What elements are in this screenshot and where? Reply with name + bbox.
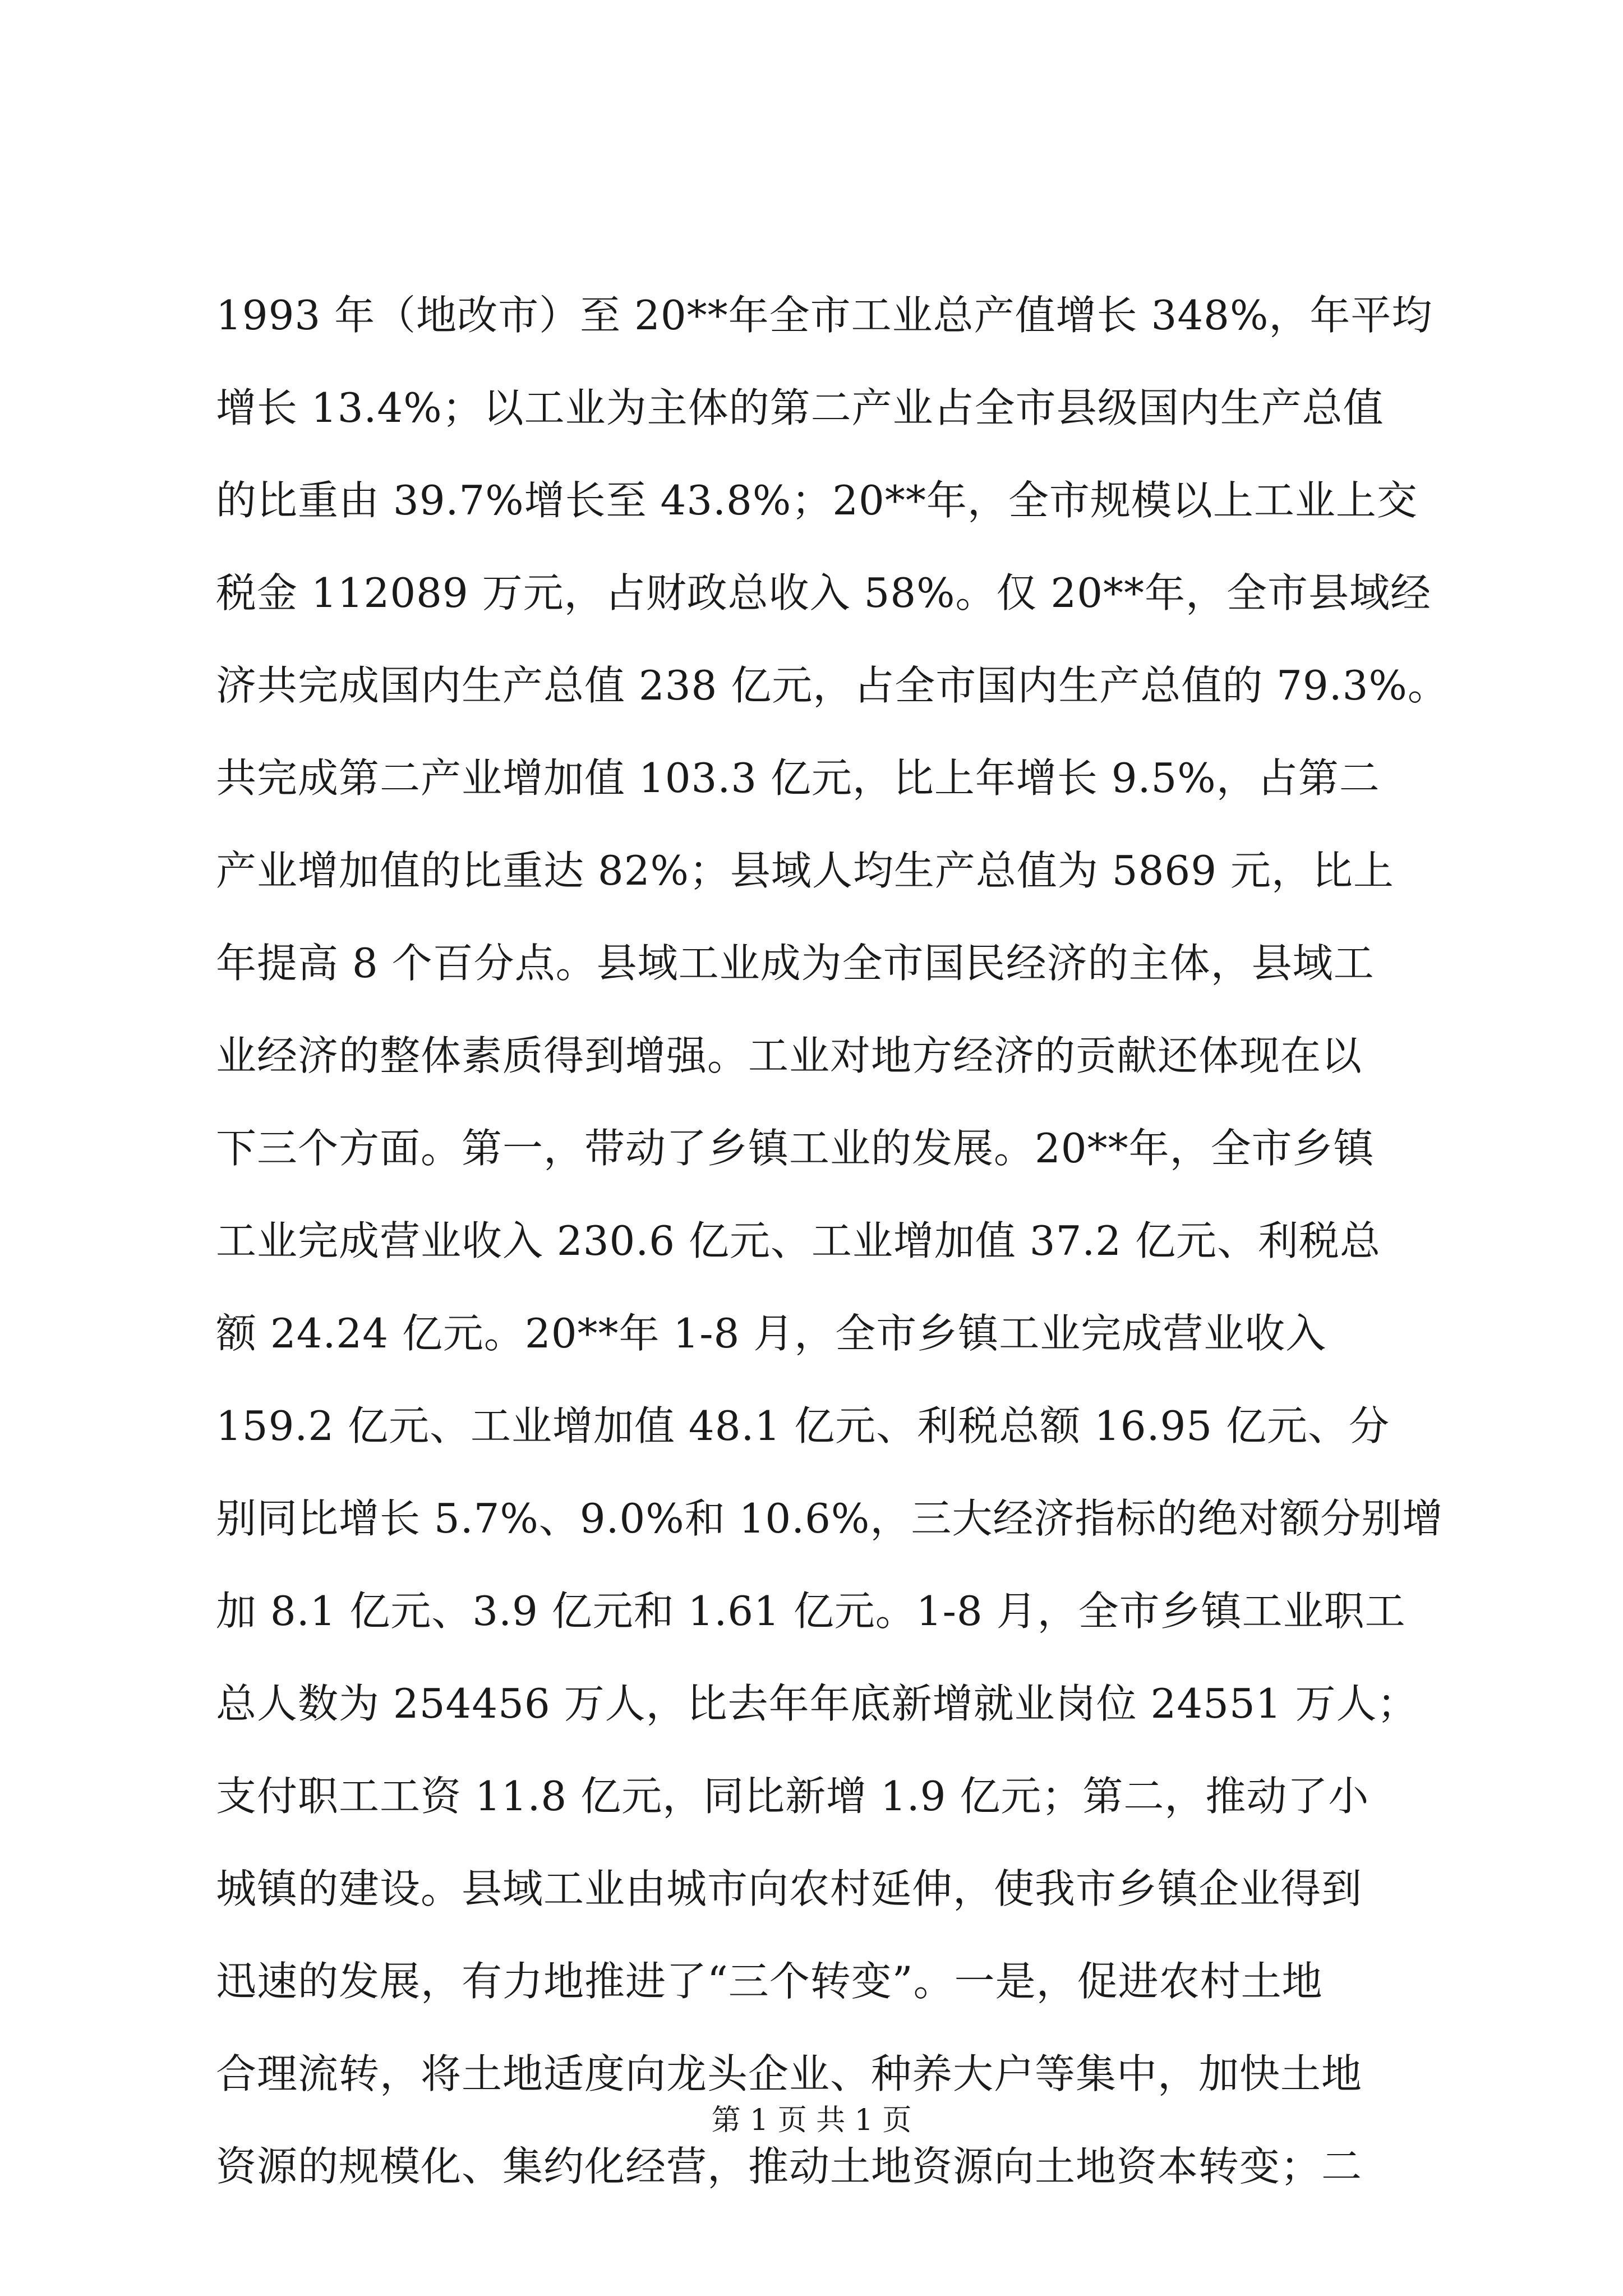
text-line: 共完成第二产业增加值 103.3 亿元，比上年增长 9.5%，占第二	[216, 754, 1380, 802]
text-line: 159.2 亿元、工业增加值 48.1 亿元、利税总额 16.95 亿元、分	[216, 1402, 1390, 1450]
text-line: 增长 13.4%；以工业为主体的第二产业占全市县级国内生产总值	[216, 384, 1384, 431]
text-line: 加 8.1 亿元、3.9 亿元和 1.61 亿元。1-8 月，全市乡镇工业职工	[216, 1588, 1406, 1635]
text-line: 济共完成国内生产总值 238 亿元，占全市国内生产总值的 79.3%。	[216, 662, 1449, 709]
text-line: 的比重由 39.7%增长至 43.8%；20**年，全市规模以上工业上交	[216, 477, 1418, 524]
text-line: 迅速的发展，有力地推进了“三个转变”。一是，促进农村土地	[216, 1958, 1323, 2005]
text-line: 合理流转，将土地适度向龙头企业、种养大户等集中，加快土地	[216, 2050, 1363, 2097]
text-line: 工业完成营业收入 230.6 亿元、工业增加值 37.2 亿元、利税总	[216, 1217, 1381, 1264]
text-line: 业经济的整体素质得到增强。工业对地方经济的贡献还体现在以	[216, 1032, 1363, 1079]
text-line: 1993 年（地改市）至 20**年全市工业总产值增长 348%，年平均	[216, 292, 1433, 339]
text-line: 别同比增长 5.7%、9.0%和 10.6%，三大经济指标的绝对额分别增	[216, 1495, 1444, 1542]
text-line: 税金 112089 万元，占财政总收入 58%。仅 20**年，全市县域经	[216, 569, 1432, 616]
text-line: 产业增加值的比重达 82%；县域人均生产总值为 5869 元，比上	[216, 847, 1394, 894]
page-footer	[0, 2098, 1623, 2143]
text-line: 总人数为 254456 万人，比去年年底新增就业岗位 24551 万人；	[216, 1680, 1418, 1727]
text-line: 下三个方面。第一，带动了乡镇工业的发展。20**年，全市乡镇	[216, 1125, 1375, 1172]
body-paragraph	[216, 269, 1449, 2213]
text-line: 资源的规模化、集约化经营，推动土地资源向土地资本转变；二	[216, 2143, 1363, 2190]
page-number-label: 第 1 页 共 1 页	[711, 2104, 912, 2137]
text-line: 额 24.24 亿元。20**年 1-8 月，全市乡镇工业完成营业收入	[216, 1310, 1327, 1357]
text-line: 城镇的建设。县域工业由城市向农村延伸，使我市乡镇企业得到	[216, 1865, 1363, 1912]
text-line: 年提高 8 个百分点。县域工业成为全市国民经济的主体，县域工	[216, 940, 1375, 987]
text-line: 支付职工工资 11.8 亿元，同比新增 1.9 亿元；第二，推动了小	[216, 1773, 1370, 1820]
